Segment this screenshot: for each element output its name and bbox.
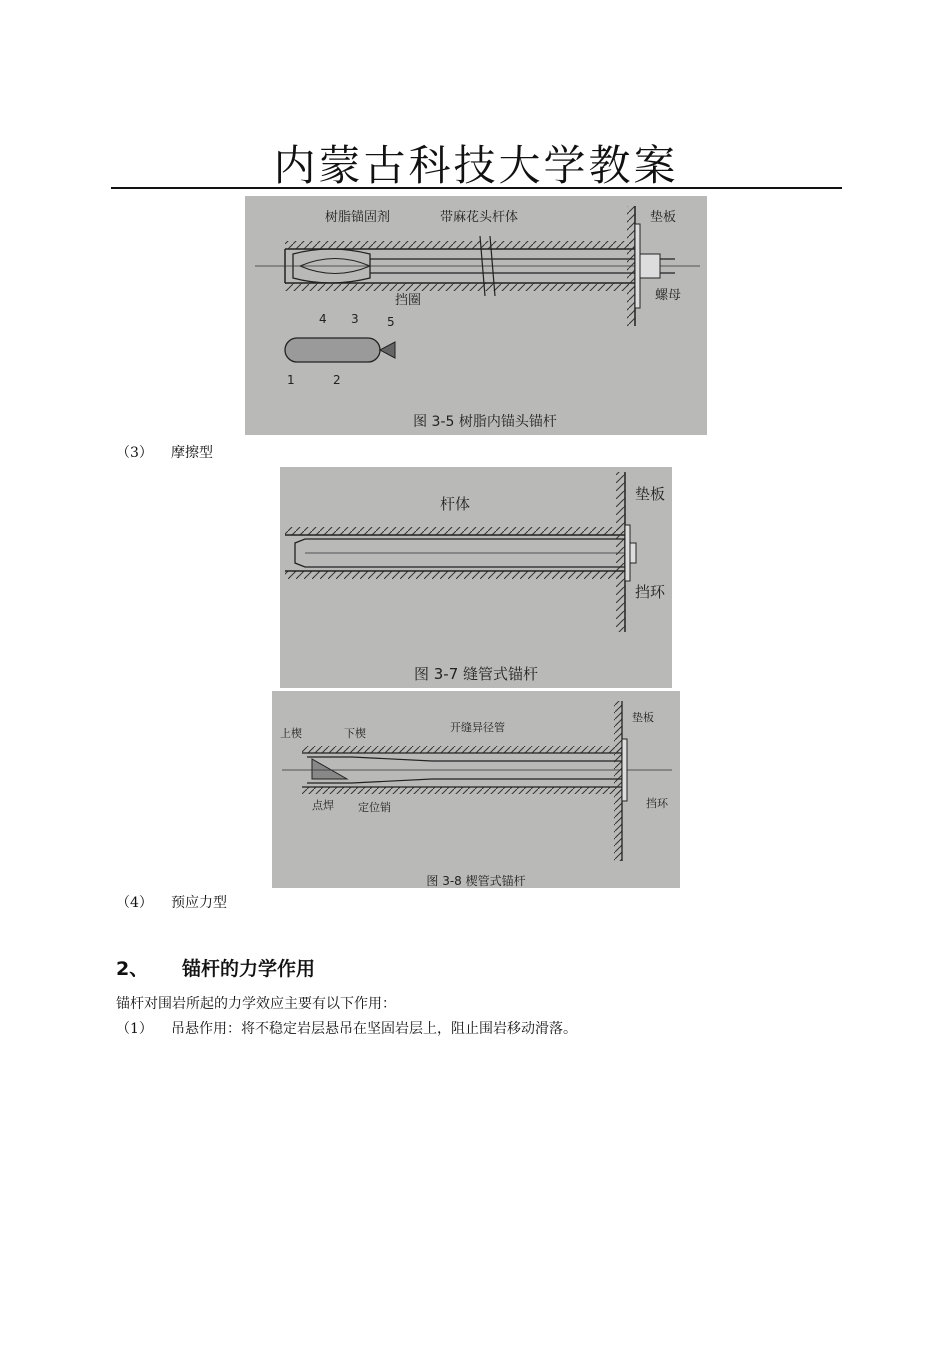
label-part-5: 5 (387, 315, 395, 329)
label-rod-body: 杆体 (440, 495, 471, 513)
header-rule (111, 187, 842, 189)
list-text: 预应力型 (171, 895, 227, 911)
figure-caption: 图 3-5 树脂内锚头锚杆 (413, 414, 557, 430)
figure-caption: 图 3-7 缝管式锚杆 (413, 665, 539, 683)
label-part-2: 2 (333, 373, 341, 387)
list-text: 吊悬作用：将不稳定岩层悬吊在坚固岩层上，阻止围岩移动滑落。 (171, 1021, 577, 1037)
figure-wedge-tube-anchor-drawing (272, 691, 680, 888)
label-upper-wedge: 上楔 (280, 727, 302, 740)
section-number: 2、 (116, 958, 149, 980)
list-number: （4） (116, 895, 153, 911)
label-bearing-plate: 垫板 (635, 485, 666, 503)
figure-resin-anchor-drawing (245, 196, 707, 435)
figure-resin-anchor (245, 196, 707, 435)
label-locating-pin: 定位销 (358, 801, 391, 814)
list-number: （3） (116, 445, 153, 461)
section-heading (116, 954, 315, 981)
list-item-friction (116, 444, 213, 462)
label-nut: 螺母 (655, 288, 682, 303)
label-twisted-rod: 带麻花头杆体 (440, 210, 519, 225)
label-part-4: 4 (319, 312, 327, 326)
figure-split-set-anchor-drawing (280, 467, 672, 688)
page-title: 内蒙古科技大学教案 (273, 141, 679, 190)
figure-split-set-anchor (280, 467, 672, 688)
label-stop-ring: 挡环 (635, 583, 666, 601)
label-retaining-ring: 挡圈 (395, 293, 422, 308)
list-item-suspension (116, 1020, 577, 1038)
label-bearing-plate: 垫板 (650, 210, 677, 225)
list-item-prestress (116, 894, 227, 912)
label-split-tube: 开缝异径管 (450, 721, 505, 734)
label-stop-ring: 挡环 (646, 797, 668, 810)
label-spot-weld: 点焊 (312, 799, 334, 812)
label-lower-wedge: 下楔 (344, 727, 366, 740)
list-text: 摩擦型 (171, 445, 213, 461)
list-number: （1） (116, 1021, 153, 1037)
label-part-1: 1 (287, 373, 295, 387)
label-resin-agent: 树脂锚固剂 (325, 210, 391, 225)
figure-wedge-tube-anchor (272, 691, 680, 888)
label-part-3: 3 (351, 312, 359, 326)
figure-caption: 图 3-8 楔管式锚杆 (426, 874, 526, 888)
body-intro: 锚杆对围岩所起的力学效应主要有以下作用： (116, 996, 396, 1012)
label-bearing-plate: 垫板 (632, 711, 654, 724)
section-title: 锚杆的力学作用 (182, 958, 316, 980)
